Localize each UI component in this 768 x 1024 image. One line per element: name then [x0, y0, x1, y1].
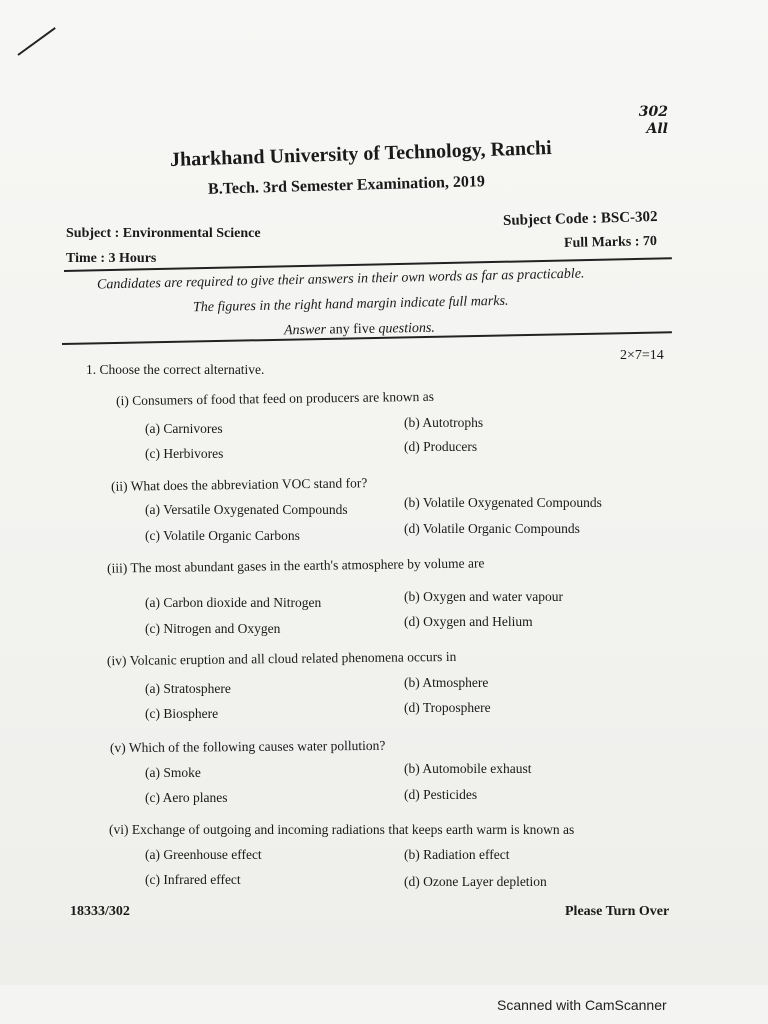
- option-iii-c: (c) Nitrogen and Oxygen: [145, 621, 281, 636]
- exam-title: B.Tech. 3rd Semester Examination, 2019: [207, 173, 486, 198]
- option-iii-d: (d) Oxygen and Helium: [404, 614, 533, 629]
- option-ii-b: (b) Volatile Oxygenated Compounds: [404, 495, 602, 510]
- subquestion-v: (v) Which of the following causes water pollution?: [109, 737, 386, 756]
- option-iv-c: (c) Biosphere: [145, 706, 219, 721]
- option-iv-d: (d) Troposphere: [404, 700, 491, 715]
- option-i-b: (b) Autotrophs: [404, 415, 484, 430]
- paper-set: All: [646, 121, 668, 137]
- university-title: Jharkhand University of Technology, Ranchi: [169, 137, 552, 171]
- option-ii-c: (c) Volatile Organic Carbons: [145, 528, 300, 543]
- option-iv-b: (b) Atmosphere: [404, 675, 489, 690]
- option-vi-c: (c) Infrared effect: [145, 872, 241, 887]
- subquestion-iii: (iii) The most abundant gases in the earth's atmosphere by volume are: [106, 555, 485, 576]
- option-iv-a: (a) Stratosphere: [145, 681, 231, 696]
- pen-mark: [17, 27, 55, 56]
- option-vi-a: (a) Greenhouse effect: [145, 847, 262, 862]
- subquestion-i: (i) Consumers of food that feed on producers are known as: [115, 388, 435, 409]
- option-v-c: (c) Aero planes: [145, 790, 228, 805]
- instruction-2: The figures in the right hand margin indicate full marks.: [192, 293, 509, 316]
- option-v-a: (a) Smoke: [145, 765, 201, 780]
- paper-code: 302: [638, 104, 668, 120]
- option-v-d: (d) Pesticides: [404, 787, 478, 802]
- option-i-d: (d) Producers: [404, 439, 478, 454]
- option-vi-d: (d) Ozone Layer depletion: [404, 874, 547, 889]
- instruction-1: Candidates are required to give their answers in their own words as far as practicable.: [96, 266, 585, 293]
- paper-code-block: [639, 104, 668, 138]
- subject-label: Subject : Environmental Science: [66, 226, 261, 241]
- question-number: 1.: [86, 362, 97, 377]
- time-label: Time : 3 Hours: [66, 251, 157, 266]
- paper-id: 18333/302: [70, 904, 130, 919]
- instruction-3: Answer any five questions.: [283, 320, 435, 339]
- subject-code: Subject Code : BSC-302: [502, 208, 658, 230]
- option-iii-b: (b) Oxygen and water vapour: [404, 589, 563, 604]
- subquestion-iv: (iv) Volcanic eruption and all cloud related phenomena occurs in: [106, 648, 457, 669]
- subquestion-ii: (ii) What does the abbreviation VOC stand for?: [110, 475, 368, 494]
- turn-over-note: Please Turn Over: [565, 904, 670, 919]
- question-text: Choose the correct alternative.: [99, 362, 265, 377]
- question-marks: 2×7=14: [620, 348, 664, 363]
- option-ii-d: (d) Volatile Organic Compounds: [404, 521, 580, 536]
- scanner-watermark: Scanned with CamScanner: [497, 997, 667, 1013]
- option-i-a: (a) Carnivores: [145, 421, 223, 436]
- option-ii-a: (a) Versatile Oxygenated Compounds: [145, 502, 348, 517]
- option-v-b: (b) Automobile exhaust: [404, 761, 532, 776]
- subquestion-vi: (vi) Exchange of outgoing and incoming radiations that keeps earth warm is known as: [109, 822, 575, 837]
- option-iii-a: (a) Carbon dioxide and Nitrogen: [145, 595, 322, 610]
- full-marks: Full Marks : 70: [563, 233, 658, 252]
- option-i-c: (c) Herbivores: [145, 446, 224, 461]
- question-1-heading: [86, 362, 264, 378]
- option-vi-b: (b) Radiation effect: [404, 847, 510, 862]
